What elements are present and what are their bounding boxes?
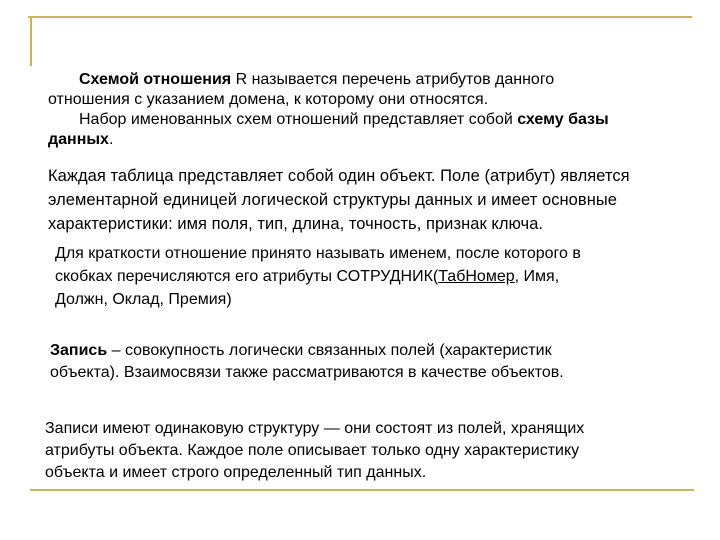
p1-line-4-text: . [108, 131, 114, 148]
p1-line-2: отношения с указанием домена, к которому они относятся. [48, 91, 489, 108]
term-db-schema-end: данных [48, 131, 109, 148]
frame-bottom-line [30, 489, 694, 491]
p5-line-1: Записи имеют одинаковую структуру — они состоят из полей, хранящих [45, 420, 585, 437]
p3-word: которого [503, 245, 568, 262]
record-paragraph [50, 340, 690, 384]
relation-name: СОТРУДНИК( [336, 268, 439, 285]
frame-left-line [30, 16, 32, 66]
comma: , [514, 268, 520, 285]
p1-line-4 [48, 130, 688, 150]
p3-word: скобках [55, 268, 113, 285]
p5-line-2: атрибуты объекта. Каждое поле описывает только одну характеристику [45, 442, 580, 459]
table-object-paragraph [48, 164, 698, 236]
p1-line-3-text: Набор именованных схем отношений представляет собой [79, 111, 518, 128]
p3-word: именем, [389, 245, 452, 262]
p4-line-1 [50, 340, 690, 362]
p3-word: атрибуты [262, 268, 333, 285]
p2-line-3: характеристики: имя поля, тип, длина, точность, признак ключа. [48, 215, 544, 233]
p4-line-1-text: – совокупность логически связанных полей (характеристик [107, 342, 552, 359]
frame-top-line [28, 16, 692, 18]
relation-schema-paragraph [48, 70, 688, 150]
p3-word: принято [251, 245, 312, 262]
term-record: Запись [50, 342, 108, 359]
term-db-schema: схему базы [517, 111, 609, 128]
p3-word: Имя, [523, 268, 560, 285]
p3-word: краткости [88, 245, 161, 262]
p3-word: отношение [164, 245, 247, 262]
p5-line-3: объекта и имеет строго определенный тип данных. [45, 464, 427, 481]
p3-word: в [572, 245, 581, 262]
p3-word: перечисляются [116, 268, 231, 285]
key-attribute: ТабНомер [438, 268, 515, 285]
p3-line-3: Должн, Оклад, Премия) [55, 291, 232, 308]
p3-line-1 [55, 242, 695, 265]
records-structure-paragraph [45, 418, 695, 484]
p3-word: после [455, 245, 500, 262]
p4-line-2: объекта). Взаимосвязи также рассматриваются в качестве объектов. [50, 364, 564, 381]
p1-line-1-text: R называется перечень атрибутов данного [231, 71, 555, 88]
p3-line-2 [55, 265, 695, 288]
employee-relation [337, 268, 520, 285]
p3-word: называть [315, 245, 385, 262]
p2-line-2: элементарной единицей логической структуры данных и имеет основные [48, 191, 618, 209]
p3-word: его [234, 268, 259, 285]
relation-name-paragraph [55, 242, 695, 311]
term-relation-schema: Схемой отношения [79, 71, 232, 88]
p2-line-1: Каждая таблица представляет собой один объект. Поле (атрибут) является [48, 167, 630, 185]
p3-word: Для [55, 245, 84, 262]
p1-line-1 [48, 70, 688, 90]
p1-line-3 [48, 110, 688, 130]
